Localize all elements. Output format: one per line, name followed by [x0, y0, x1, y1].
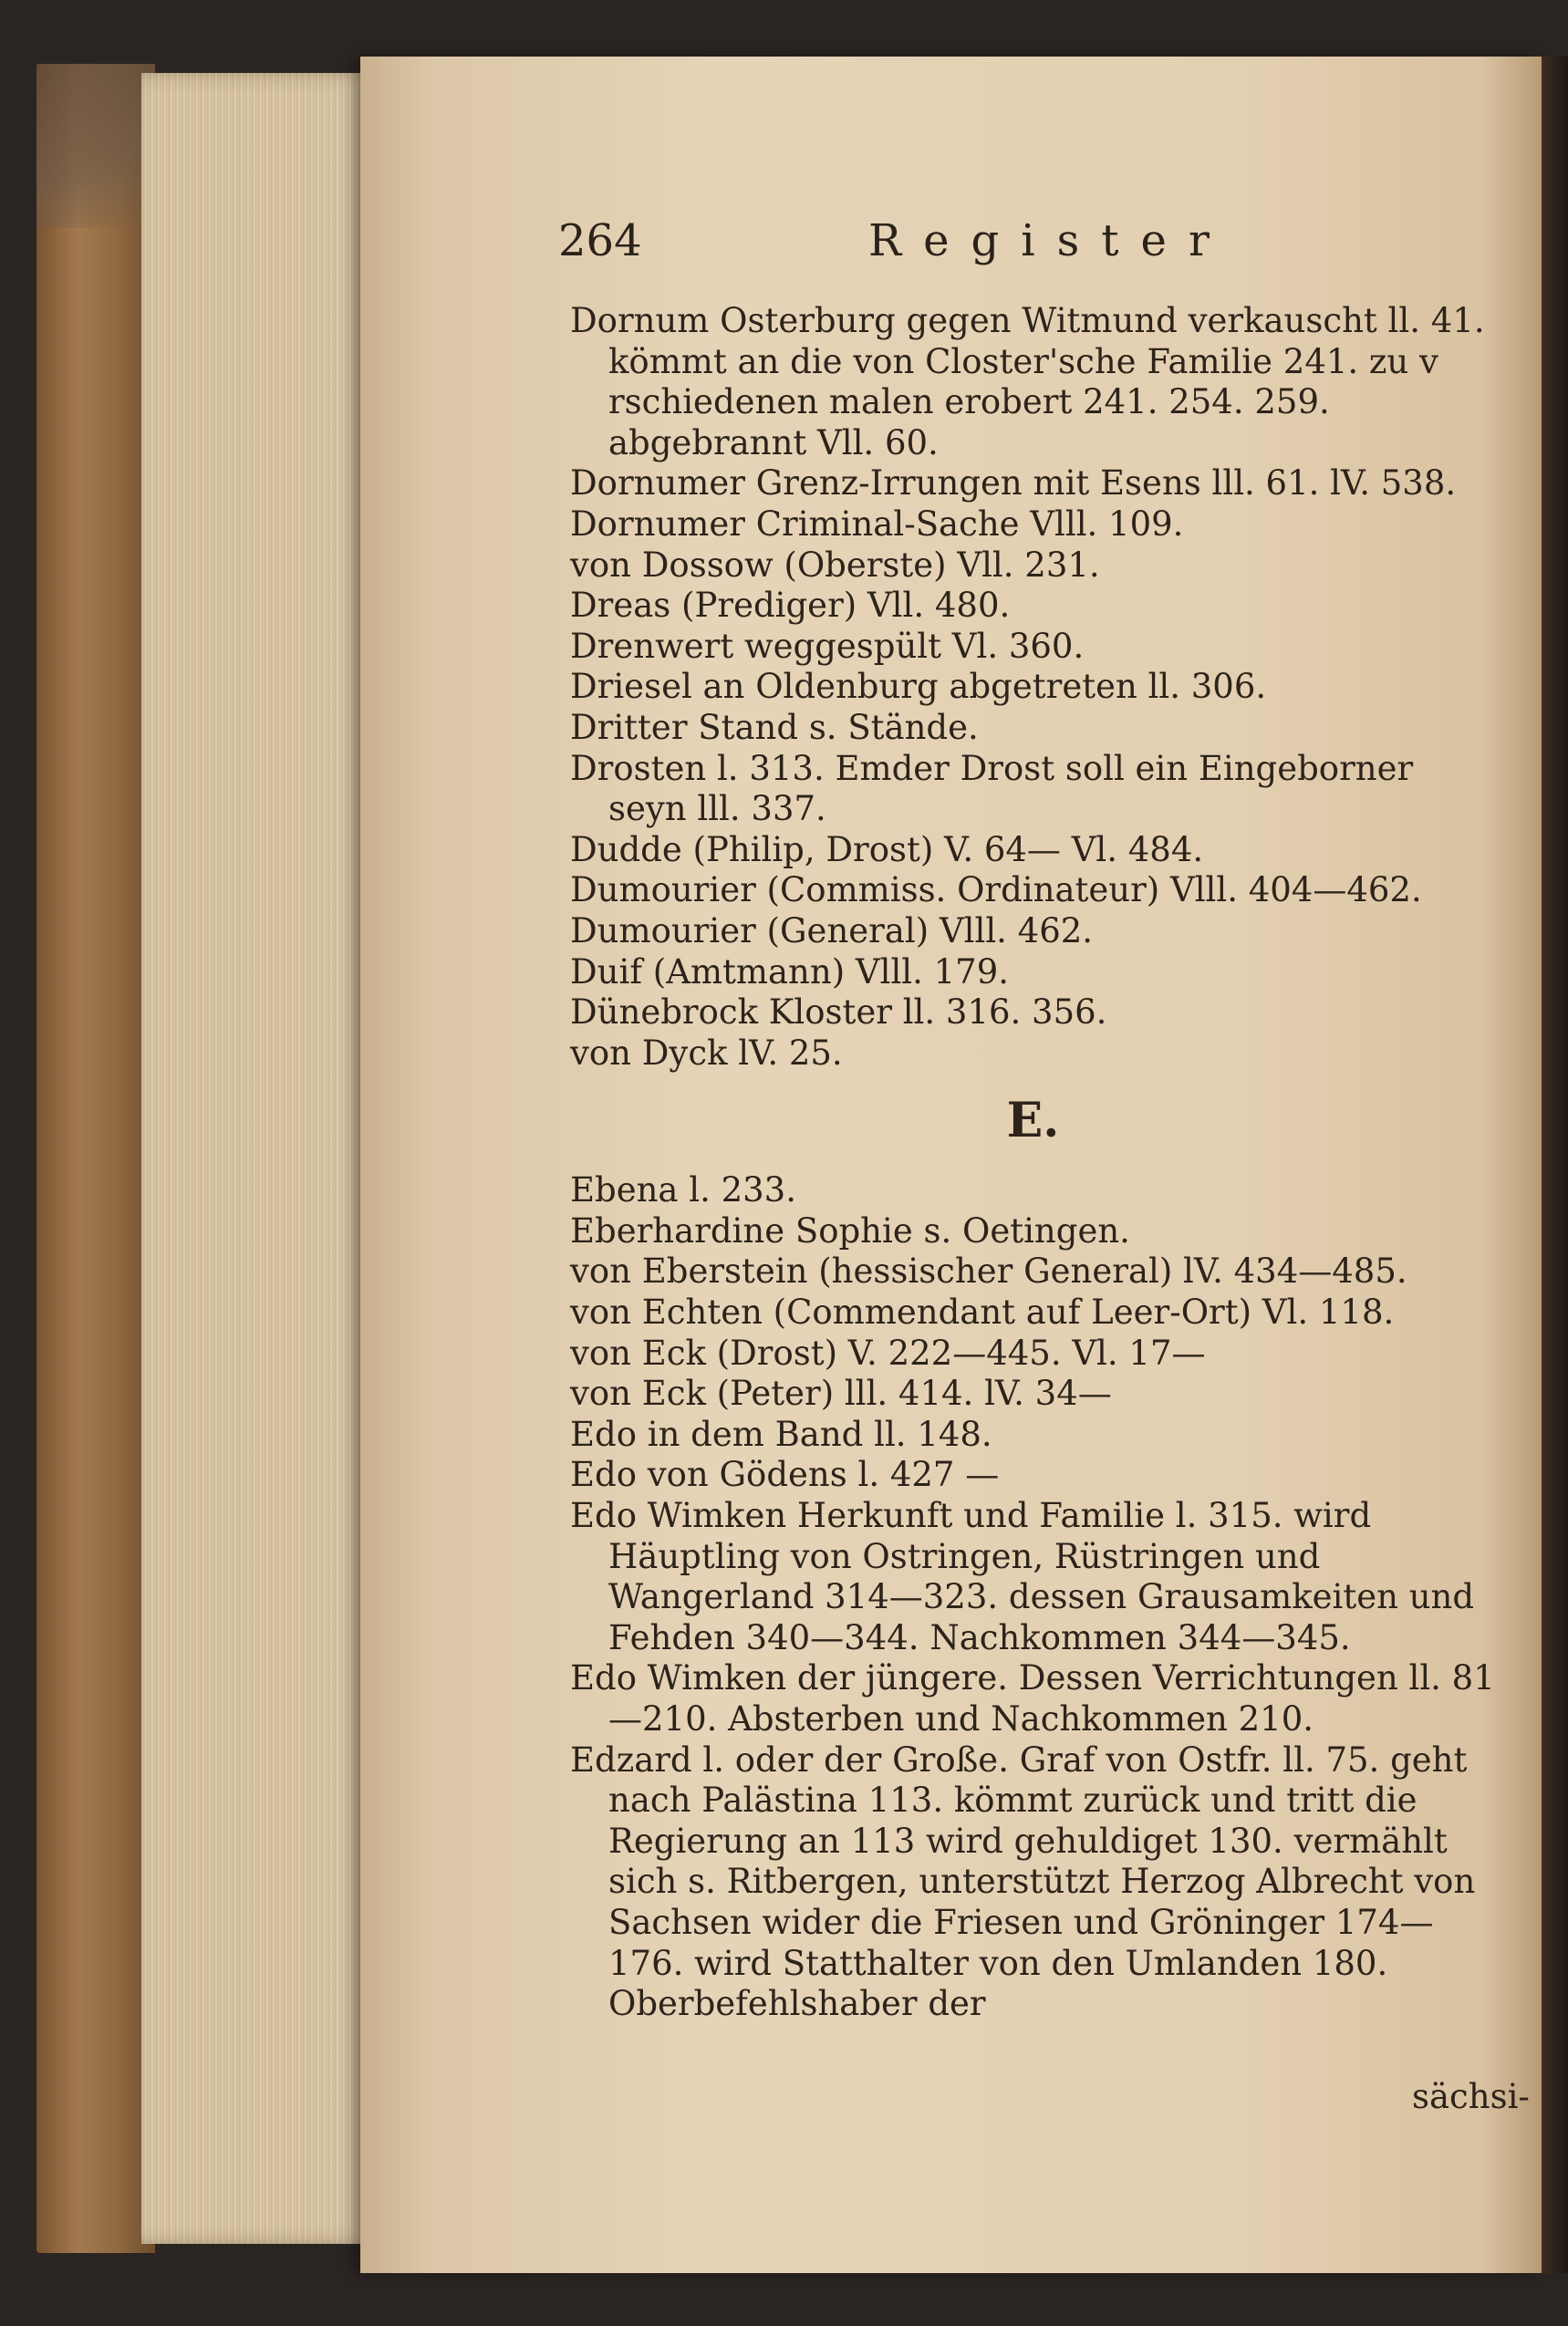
register-entry: Duif (Amtmann) Vlll. 179. [570, 951, 1010, 992]
register-entry: Dünebrock Kloster ll. 316. 356. [570, 992, 1107, 1033]
page-number: 264 [558, 215, 642, 266]
worn-cover-corner [36, 64, 155, 228]
register-entry: Drosten l. 313. Emder Drost soll ein Eingeborner seyn lll. 337. [570, 748, 1414, 829]
register-entry: Driesel an Oldenburg abgetreten ll. 306. [570, 667, 1267, 707]
page-edges [141, 73, 369, 2244]
register-entry: Edo Wimken Herkunft und Familie l. 315. wird Häuptling von Ostringen, Rüstringen und Wangerland 314—323. dessen Grausamkeiten und Fehden 340—344. Nachkommen 344—345. [570, 1496, 1475, 1657]
register-entries [570, 301, 1496, 2025]
register-entry: Dumourier (General) Vlll. 462. [570, 910, 1094, 950]
register-entry: Dornumer Grenz-Irrungen mit Esens lll. 61. lV. 538. [570, 463, 1457, 504]
register-entry: Dritter Stand s. Stände. [570, 707, 979, 747]
register-entry: Eberhardine Sophie s. Oetingen. [570, 1210, 1130, 1251]
register-entry: Drenwert weggespült Vl. 360. [570, 626, 1085, 666]
register-entry: Ebena l. 233. [570, 1170, 796, 1210]
register-entry: Dornum Osterburg gegen Witmund verkauscht ll. 41. kömmt an die von Closter'sche Familie 241. zu v rschiedenen malen erobert 241. 254. 259. abgebrannt Vll. 60. [570, 301, 1485, 462]
register-entry: von Eberstein (hessischer General) lV. 434—485. [570, 1251, 1407, 1292]
register-entry: von Dyck lV. 25. [570, 1033, 843, 1073]
register-entry: Dornumer Criminal-Sache Vlll. 109. [570, 504, 1184, 544]
register-entry: Dumourier (Commiss. Ordinateur) Vlll. 404—462. [570, 870, 1422, 910]
running-head: Register [868, 215, 1231, 266]
section-heading-e: E. [1006, 1093, 1060, 1149]
register-entry: von Eck (Peter) lll. 414. lV. 34— [570, 1374, 1112, 1414]
page-header [558, 215, 1231, 279]
register-entry: Edzard l. oder der Große. Graf von Ostfr. ll. 75. geht nach Palästina 113. kömmt zurück und tritt die Regierung an 113 wird gehuldiget 130. vermählt sich s. Ritbergen, unterstützt Herzog Albrecht von Sachsen wider die Friesen und Gröninger 174—176. wird Statthalter von den Umlanden 180. Oberbefehlshaber der [570, 1739, 1476, 2024]
catchword: sächsi- [1412, 2077, 1530, 2116]
register-entry: Edo in dem Band ll. 148. [570, 1414, 992, 1454]
register-entry: von Dossow (Oberste) Vll. 231. [570, 545, 1100, 585]
gutter-shadow [1542, 57, 1568, 2273]
register-entry: von Eck (Drost) V. 222—445. Vl. 17— [570, 1333, 1206, 1373]
register-entry: von Echten (Commendant auf Leer-Ort) Vl. 118. [570, 1293, 1395, 1333]
book-cover-board [36, 64, 155, 2253]
register-entry: Dudde (Philip, Drost) V. 64— Vl. 484. [570, 829, 1204, 869]
register-entry: Edo von Gödens l. 427 — [570, 1455, 1000, 1495]
register-entry: Dreas (Prediger) Vll. 480. [570, 586, 1011, 626]
register-entry: Edo Wimken der jüngere. Dessen Verrichtungen ll. 81—210. Absterben und Nachkommen 210. [570, 1658, 1495, 1739]
